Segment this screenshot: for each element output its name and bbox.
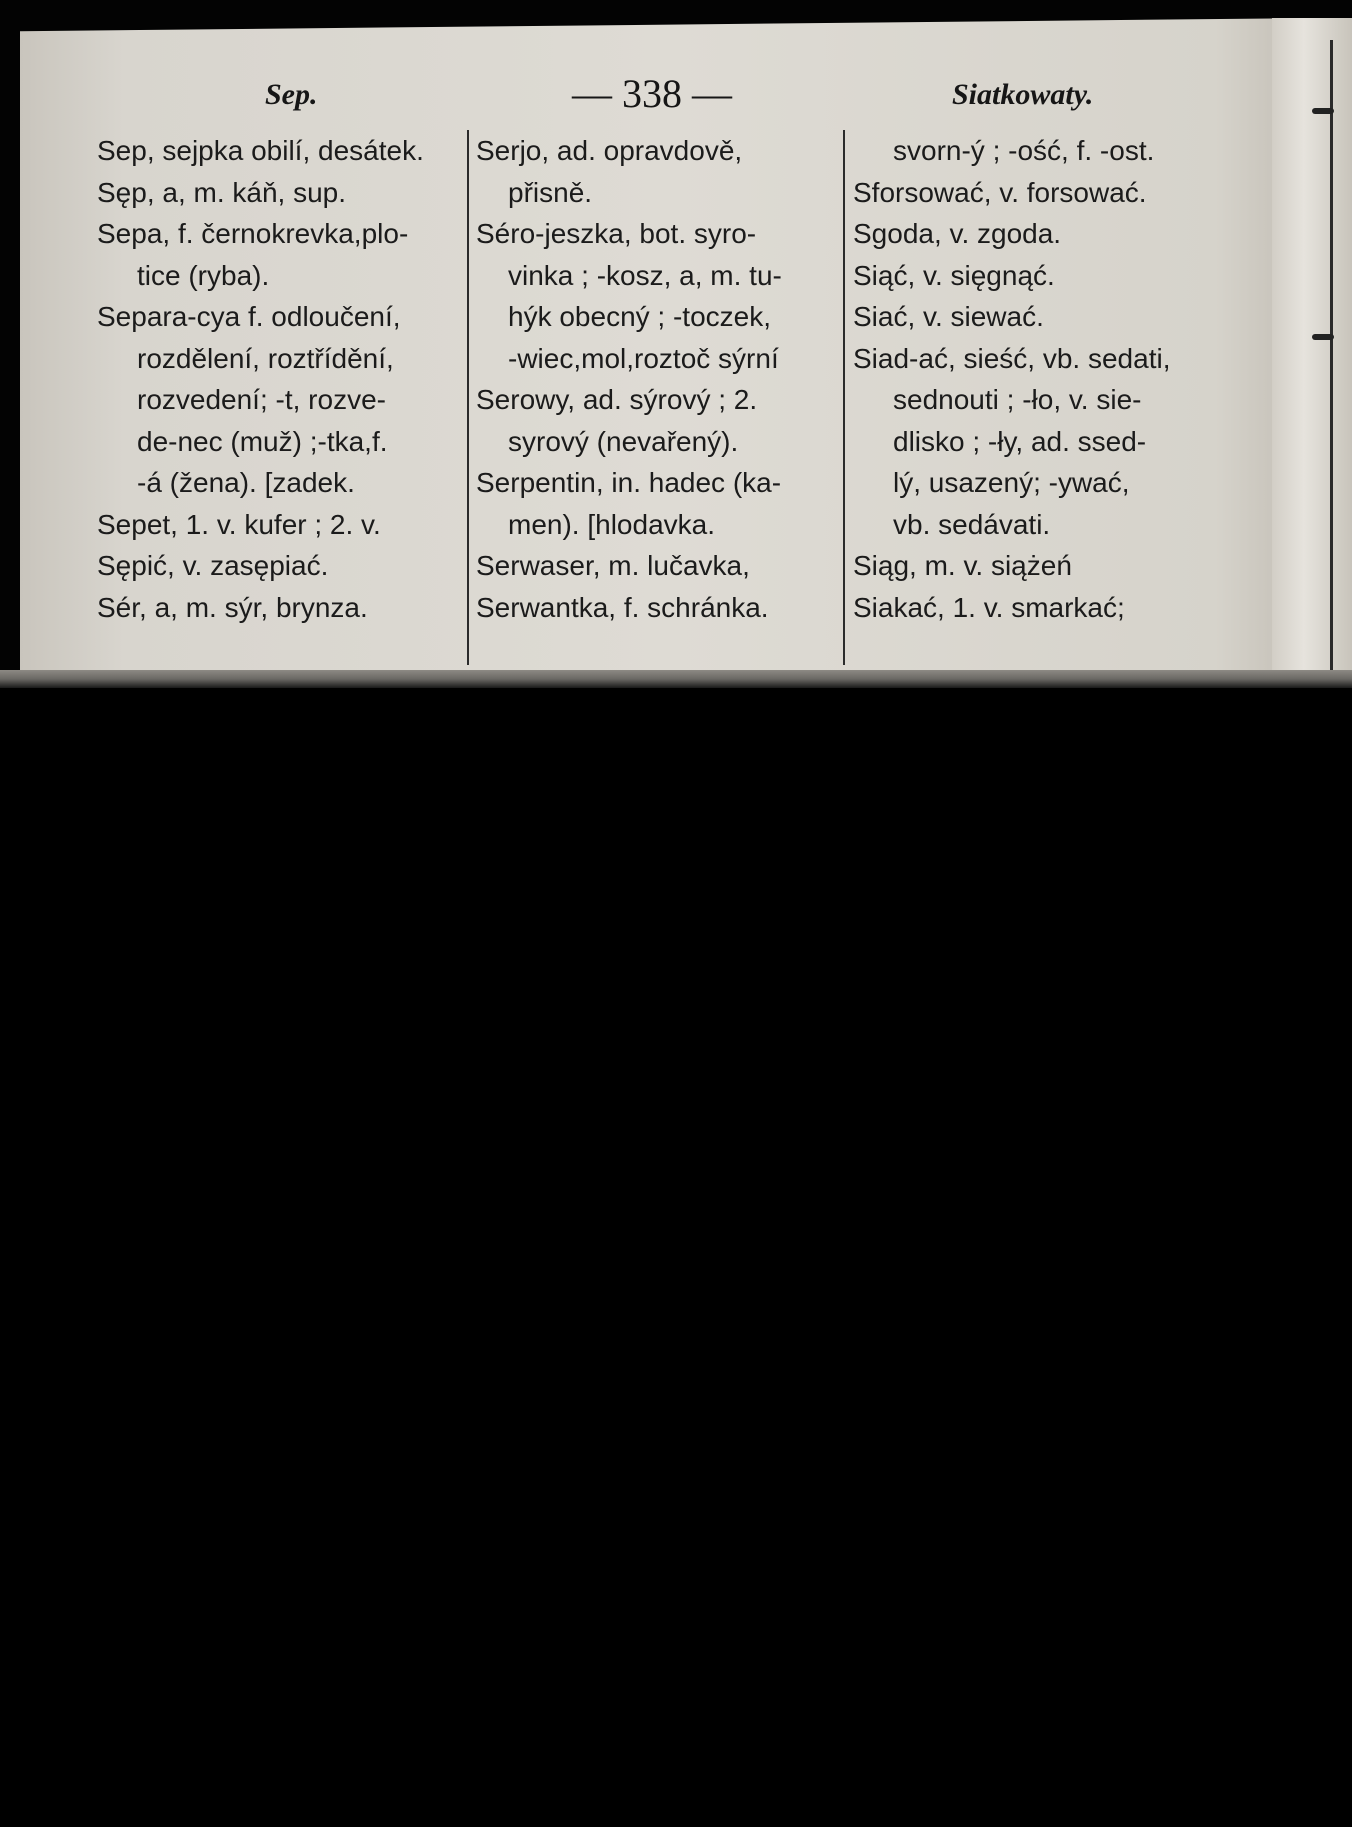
column-rule [843,130,845,665]
dictionary-column-3 [853,130,1223,628]
dictionary-entry-line: sednouti ; -ło, v. sie- [893,384,1142,415]
dictionary-entry-line: Siąg, m. v. siążeń [853,550,1072,581]
dictionary-entry-line: de-nec (muž) ;-tka,f. [137,425,388,457]
dictionary-entry-line: Separa-cya f. odloučení, [97,301,401,332]
running-head-right: Siatkowaty. [952,78,1094,111]
gutter-edge-line [1330,40,1333,670]
running-head-left: Sep. [265,78,318,111]
dictionary-entry-line: hýk obecný ; -toczek, [508,301,772,332]
dictionary-entry-line: Sér, a, m. sýr, brynza. [97,591,368,623]
dictionary-entry-line: Séro-jeszka, bot. syro- [476,218,757,249]
dictionary-entry-line: syrový (nevařený). [508,425,739,457]
dictionary-entry-line: přisně. [508,176,593,208]
column-rule [467,130,469,665]
dictionary-entry-line: Siakać, 1. v. smarkać; [853,591,1125,623]
dictionary-entry-line: Siąć, v. sięgnąć. [853,259,1055,291]
dictionary-entry-line: rozvedení; -t, rozve- [137,384,386,415]
dictionary-entry-line: Serwaser, m. lučavka, [476,550,750,581]
dictionary-entry-line: -á (žena). [zadek. [137,467,355,498]
dictionary-entry-line: tice (ryba). [137,259,270,291]
dictionary-entry-line: Sforsować, v. forsować. [853,176,1147,208]
page-number: — 338 — [572,71,732,116]
gutter-mark [1312,334,1334,340]
dictionary-entry-line: Serwantka, f. schránka. [476,591,769,623]
dictionary-entry-line: vinka ; -kosz, a, m. tu- [508,259,782,291]
dictionary-entry-line: vb. sedávati. [893,508,1051,540]
dictionary-entry-line: Sęp, a, m. káň, sup. [97,176,347,208]
dictionary-entry-line: lý, usazený; -ywać, [893,467,1130,498]
dictionary-entry-line: Serjo, ad. opravdově, [476,135,743,166]
dictionary-entry-line: Serpentin, in. hadec (ka- [476,467,782,498]
dictionary-entry-line: svorn-ý ; -ość, f. -ost. [893,135,1155,166]
dictionary-entry-line: Sepa, f. černokrevka,plo- [97,218,409,249]
book-gutter [1272,18,1352,678]
dictionary-entry-line: Siad-ać, sieść, vb. sedati, [853,342,1171,374]
dictionary-column-1 [97,130,465,628]
dictionary-entry-line: Sep, sejpka obilí, desátek. [97,135,424,166]
dictionary-entry-line: dlisko ; -ły, ad. ssed- [893,425,1147,457]
dictionary-entry-line: men). [hlodavka. [508,508,715,540]
scan-cutoff-edge [0,670,1352,688]
dictionary-entry-line: Sępić, v. zasępiać. [97,550,329,581]
dictionary-column-2 [476,130,842,628]
dictionary-entry-line: -wiec,mol,roztoč sýrní [508,342,779,374]
dictionary-entry-line: Serowy, ad. sýrový ; 2. [476,384,758,415]
dictionary-entry-line: rozdělení, roztřídění, [137,342,394,374]
dictionary-entry-line: Siać, v. siewać. [853,301,1044,332]
gutter-mark [1312,108,1334,114]
dictionary-entry-line: Sgoda, v. zgoda. [853,218,1062,249]
scanned-page-image [0,0,1352,688]
dictionary-entry-line: Sepet, 1. v. kufer ; 2. v. [97,508,381,540]
